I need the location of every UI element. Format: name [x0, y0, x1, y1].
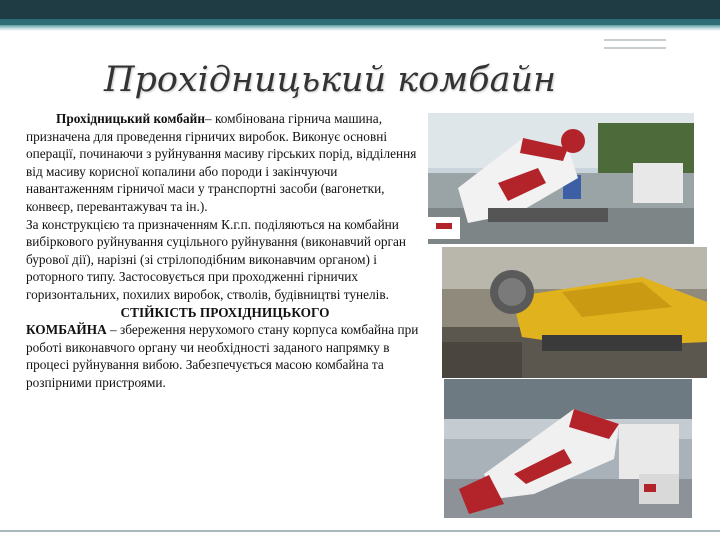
stability-heading-line2: КОМБАЙНА — [26, 322, 107, 338]
stability-paragraph — [26, 304, 424, 392]
stability-text: – збереження нерухомого стану корпуса комбайна при роботі виконавчого органу чи необхідності заданого напрямку в процесі руйнування вибою. Забезпечується масою комбайна та розпірними пристроями. — [26, 322, 419, 390]
header-glow — [0, 25, 720, 31]
header-band-dark — [0, 0, 720, 19]
term-bold: Прохідницький комбайн — [56, 111, 206, 126]
roadheader-indoor-photo — [444, 379, 692, 518]
corner-decoration — [604, 39, 666, 55]
slide-title: Прохідницький комбайн — [103, 60, 557, 100]
roadheader-tunnel-photo — [442, 247, 707, 378]
bottom-rule — [0, 530, 720, 532]
roadheader-exhibition-photo — [428, 113, 694, 244]
definition-paragraph — [26, 110, 424, 216]
classification-paragraph: За конструкцією та призначенням К.г.п. поділяються на комбайни вибіркового руйнування суцільного руйнування (виконавчий орган бурової дії), нарізні (зі стрілоподібним виконавчим органом) і роторного типу. Застосовується при проходженні гірничих горизонтальних, похилих виробок, стволів, будівництві тунелів. — [26, 216, 407, 302]
definition-text: – комбінована гірнича машина, призначена для проведення гірничих виробок. Виконує основні операції, починаючи з руйнування масиву гірських порід, відділення від масиву корисної копалини або породи і закінчуючи навантаженням гірничої маси у транспортні засоби (вагонетки, конвеєр, перевантажувач та ін.). — [26, 111, 417, 214]
stability-heading — [26, 304, 424, 322]
slide-body-text — [26, 110, 424, 392]
stability-heading-line1: СТІЙКІСТЬ ПРОХІДНИЦЬКОГО — [120, 304, 330, 320]
